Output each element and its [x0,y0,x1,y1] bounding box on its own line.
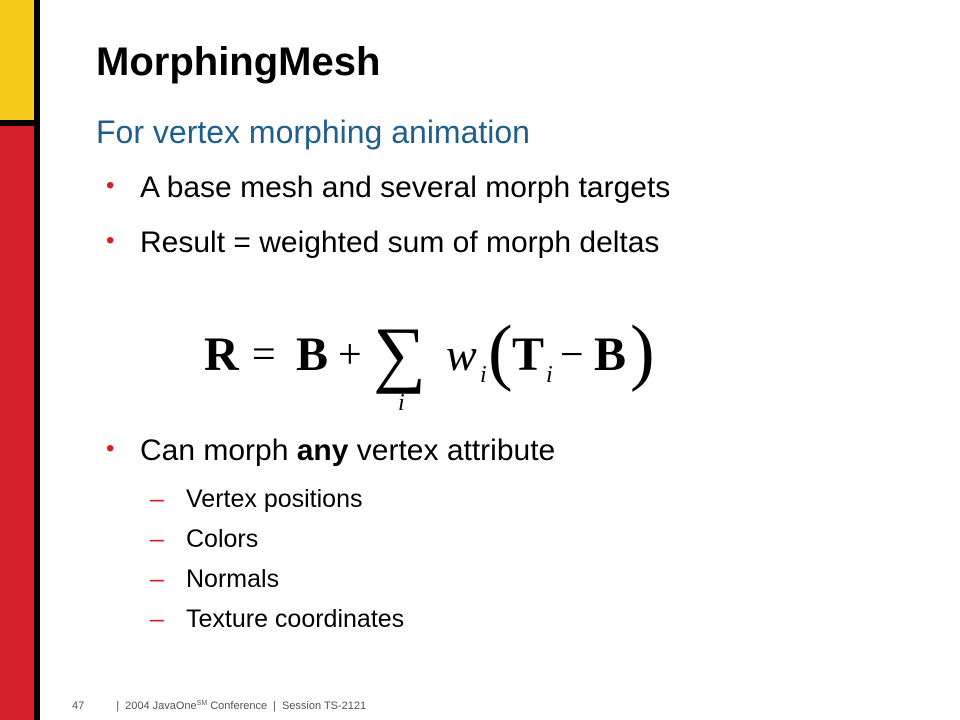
formula-plus: + [338,332,362,378]
formula-w-index: i [480,362,487,388]
formula-left-paren: ( [488,311,513,393]
dash-icon: – [150,605,164,633]
bullet-item [106,226,659,260]
dash-icon: – [150,525,164,553]
decor-stripe-yellow [0,0,34,120]
slide-title: MorphingMesh [96,40,381,84]
formula-b2: B [594,328,627,381]
decor-stripe-black [34,0,40,720]
formula-equals: = [252,332,276,378]
bullet-item [106,434,555,468]
page-number: 47 [72,700,85,712]
formula-b: B [296,328,329,381]
formula-t: T [512,328,545,381]
bullet-text-suffix: vertex attribute [348,434,556,467]
dash-icon: – [150,485,164,513]
formula-w: w [446,329,477,380]
formula-sum-index: i [398,390,405,416]
slide-footer [72,700,366,712]
bullet-icon: • [106,435,115,462]
dash-icon: – [150,565,164,593]
sub-bullet-item [150,565,279,594]
sub-bullet-text: Vertex positions [186,485,363,513]
morph-formula [190,300,670,420]
bullet-text-emphasis: any [296,434,349,467]
decor-stripe-black-horizontal [0,120,34,126]
formula-t-index: i [546,362,553,388]
sub-bullet-item [150,605,404,634]
slide-subtitle: For vertex morphing animation [96,114,530,150]
service-mark: SM [196,700,208,707]
sub-bullet-text: Colors [186,525,259,553]
formula-minus: − [560,332,584,378]
conference-name-suffix: Conference [207,700,268,712]
formula-right-paren: ) [630,311,655,393]
bullet-text: A base mesh and several morph targets [140,171,671,204]
sub-bullet-text: Texture coordinates [186,605,405,633]
footer-separator: | [273,700,276,712]
formula-sum: ∑ [373,313,426,395]
sub-bullet-item [150,525,258,554]
bullet-text: Result = weighted sum of morph deltas [140,226,660,259]
decor-stripe-red [0,126,34,720]
bullet-icon: • [106,172,115,199]
sub-bullet-text: Normals [186,565,280,593]
conference-name [125,700,267,712]
bullet-item [106,171,670,205]
sub-bullet-item [150,485,363,514]
formula-r: R [204,328,239,381]
session-id: Session TS-2121 [281,700,367,712]
bullet-icon: • [106,227,115,254]
conference-name-text: 2004 JavaOne [125,700,197,712]
bullet-text-prefix: Can morph [140,434,297,467]
footer-separator: | [116,700,120,712]
